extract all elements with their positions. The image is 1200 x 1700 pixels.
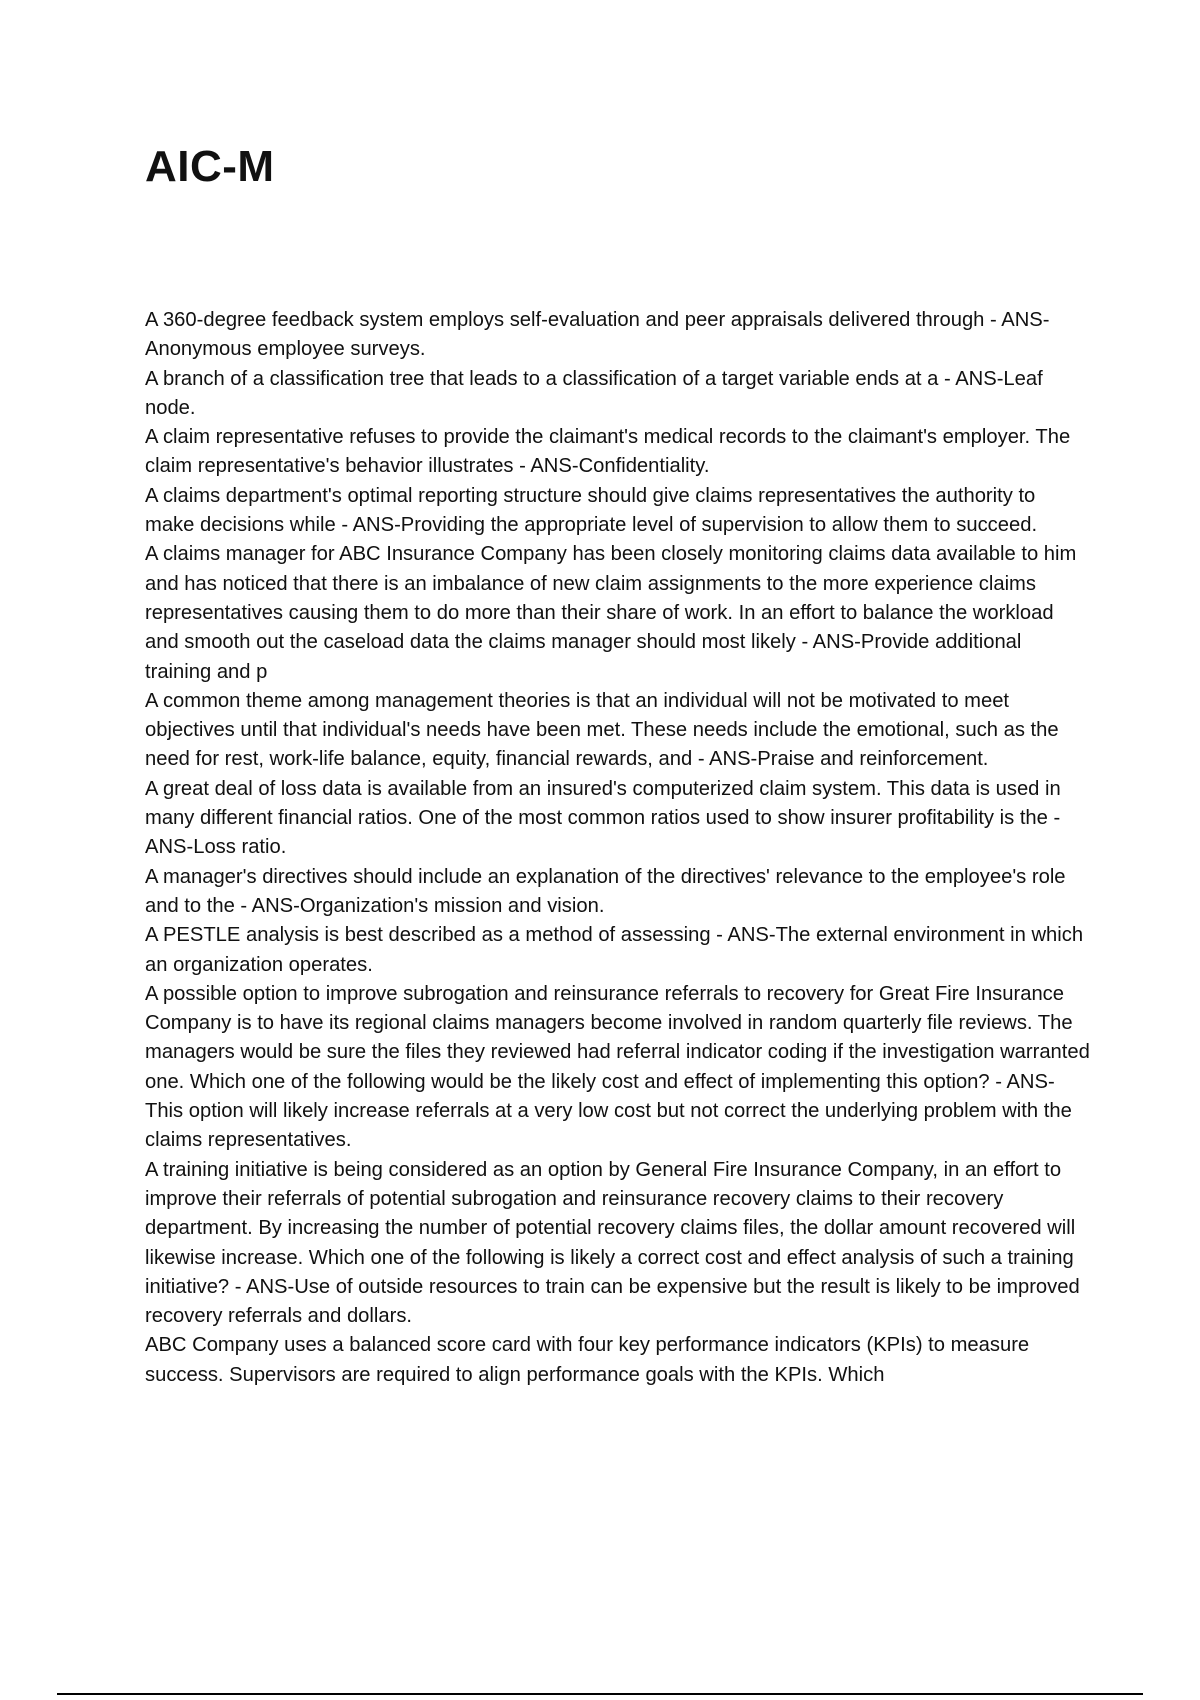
qa-entry: A branch of a classification tree that leads to a classification of a target variable ends at a - ANS-Leaf node. (145, 367, 1043, 419)
qa-entry: A common theme among management theories is that an individual will not be motivated to meet objectives until that individual's needs have been met. These needs include the emotional, such as the need for rest, work-life balance, equity, financial rewards, and - ANS-Praise and reinforcement. (145, 689, 1059, 771)
qa-entry: A training initiative is being considered as an option by General Fire Insurance Company, in an effort to improve their referrals of potential subrogation and reinsurance recovery claims to their recovery department. By increasing the number of potential recovery claims files, the dollar amount recovered will likewise increase. Which one of the following is likely a correct cost and effect analysis of such a training initiative? - ANS-Use of outside resources to train can be expensive but the result is likely to be improved recovery referrals and dollars. (145, 1158, 1080, 1328)
qa-list (145, 306, 1090, 1390)
qa-entry: A claim representative refuses to provide the claimant's medical records to the claimant's employer. The claim representative's behavior illustrates - ANS-Confidentiality. (145, 426, 1071, 478)
footer-divider (57, 1693, 1143, 1695)
page-title: AIC-M (145, 142, 275, 191)
qa-entry: A claims manager for ABC Insurance Company has been closely monitoring claims data available to him and has noticed that there is an imbalance of new claim assignments to the more experience claims representatives causing them to do more than their share of work. In an effort to balance the workload and smooth out the caseload data the claims manager should most likely - ANS-Provide additional training and p (145, 543, 1077, 683)
qa-entry: A manager's directives should include an explanation of the directives' relevance to the employee's role and to the - ANS-Organization's mission and vision. (145, 865, 1066, 917)
qa-entry: A great deal of loss data is available from an insured's computerized claim system. This data is used in many different financial ratios. One of the most common ratios used to show insurer profitability is the - ANS-Loss ratio. (145, 777, 1061, 859)
qa-entry: A PESTLE analysis is best described as a method of assessing - ANS-The external environment in which an organization operates. (145, 924, 1084, 976)
qa-entry: A possible option to improve subrogation and reinsurance referrals to recovery for Great Fire Insurance Company is to have its regional claims managers become involved in random quarterly file reviews. The managers would be sure the files they reviewed had referral indicator coding if the investigation warranted one. Which one of the following would be the likely cost and effect of implementing this option? - ANS-This option will likely increase referrals at a very low cost but not correct the underlying problem with the claims representatives. (145, 982, 1090, 1152)
qa-entry: A claims department's optimal reporting structure should give claims representatives the authority to make decisions while - ANS-Providing the appropriate level of supervision to allow them to succeed. (145, 484, 1038, 537)
qa-entry: ABC Company uses a balanced score card with four key performance indicators (KPIs) to measure success. Supervisors are required to align performance goals with the KPIs. Which (145, 1334, 1030, 1386)
qa-entry: A 360-degree feedback system employs self-evaluation and peer appraisals delivered through - ANS-Anonymous employee surveys. (145, 309, 1050, 361)
